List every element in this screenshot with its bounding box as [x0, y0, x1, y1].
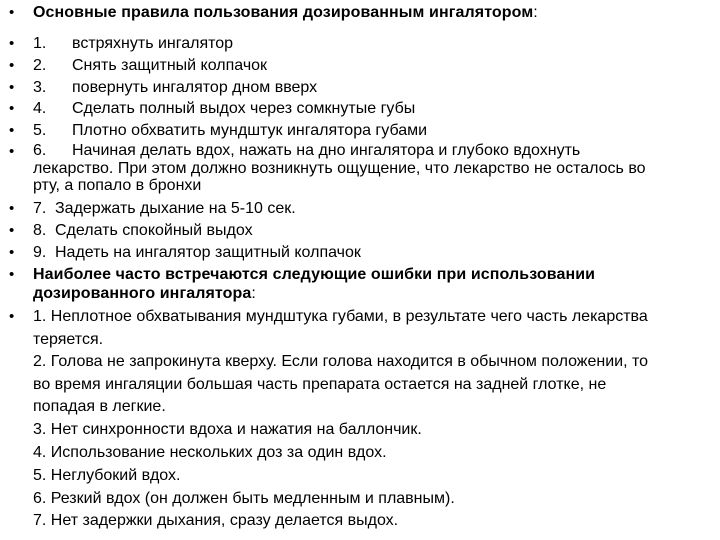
- bullet: •: [9, 266, 15, 283]
- error-line-10: 7. Нет задержки дыхания, сразу делается выдох.: [33, 512, 399, 529]
- step-2: [33, 56, 267, 76]
- step-text: Надеть на ингалятор защитный колпачок: [55, 244, 361, 261]
- bullet: •: [9, 308, 15, 325]
- step-6-continuation-2: рту, а попало в бронхи: [33, 177, 202, 194]
- bullet: •: [9, 244, 15, 261]
- heading: [33, 3, 538, 23]
- step-number: 1.: [33, 35, 47, 52]
- bullet: •: [9, 57, 15, 74]
- step-number: 7.: [33, 200, 47, 217]
- step-8: [33, 221, 253, 241]
- error-line-2: теряется.: [33, 331, 104, 348]
- step-number: 6.: [33, 142, 47, 159]
- step-text: Плотно обхватить мундштук ингалятора губами: [72, 122, 428, 139]
- error-line-9: 6. Резкий вдох (он должен быть медленным и плавным).: [33, 490, 455, 507]
- step-7: [33, 199, 296, 219]
- bullet: •: [9, 222, 15, 239]
- step-text: повернуть ингалятор дном вверх: [72, 79, 318, 96]
- step-number: 3.: [33, 79, 47, 96]
- bullet: •: [9, 100, 15, 117]
- errors-heading-line-2: [33, 284, 256, 304]
- step-text: встряхнуть ингалятор: [72, 35, 234, 52]
- step-number: 2.: [33, 57, 47, 74]
- step-number: 4.: [33, 100, 47, 117]
- error-line-6: 3. Нет синхронности вдоха и нажатия на баллончик.: [33, 421, 422, 438]
- step-9: [33, 243, 361, 263]
- step-6-continuation-1: лекарство. При этом должно возникнуть ощущение, что лекарство не осталось во: [33, 160, 646, 177]
- errors-heading-colon: :: [251, 285, 256, 302]
- step-text: Снять защитный колпачок: [72, 57, 268, 74]
- error-line-3: 2. Голова не запрокинута кверху. Если голова находится в обычном положении, то: [33, 353, 649, 370]
- step-3: [33, 78, 317, 98]
- errors-heading-line-1: Наиболее часто встречаются следующие ошибки при использовании: [33, 266, 596, 283]
- step-number: 9.: [33, 244, 47, 261]
- error-line-8: 5. Неглубокий вдох.: [33, 467, 181, 484]
- step-5: [33, 121, 427, 141]
- step-text: Начиная делать вдох, нажать на дно ингалятора и глубоко вдохнуть: [72, 142, 581, 159]
- bullet: •: [9, 35, 15, 52]
- heading-title: Основные правила пользования дозированным ингалятором: [33, 4, 534, 21]
- heading-colon: :: [533, 4, 538, 21]
- errors-heading-text: дозированного ингалятора: [33, 285, 252, 302]
- step-text: Сделать спокойный выдох: [55, 222, 253, 239]
- bullet: •: [9, 143, 15, 160]
- bullet: •: [9, 4, 15, 21]
- bullet: •: [9, 79, 15, 96]
- error-line-5: попадая в легкие.: [33, 398, 166, 415]
- step-number: 8.: [33, 222, 47, 239]
- step-text: Сделать полный выдох через сомкнутые губы: [72, 100, 416, 117]
- step-text: Задержать дыхание на 5-10 сек.: [55, 200, 296, 217]
- step-6: [33, 142, 580, 159]
- error-line-4: во время ингаляции большая часть препарата остается на задней глотке, не: [33, 376, 607, 393]
- bullet: •: [9, 200, 15, 217]
- step-1: [33, 34, 233, 54]
- error-line-1: 1. Неплотное обхватывания мундштука губами, в результате чего часть лекарства: [33, 308, 648, 325]
- step-4: [33, 99, 415, 119]
- step-number: 5.: [33, 122, 47, 139]
- error-line-7: 4. Использование нескольких доз за один вдох.: [33, 444, 387, 461]
- bullet: •: [9, 122, 15, 139]
